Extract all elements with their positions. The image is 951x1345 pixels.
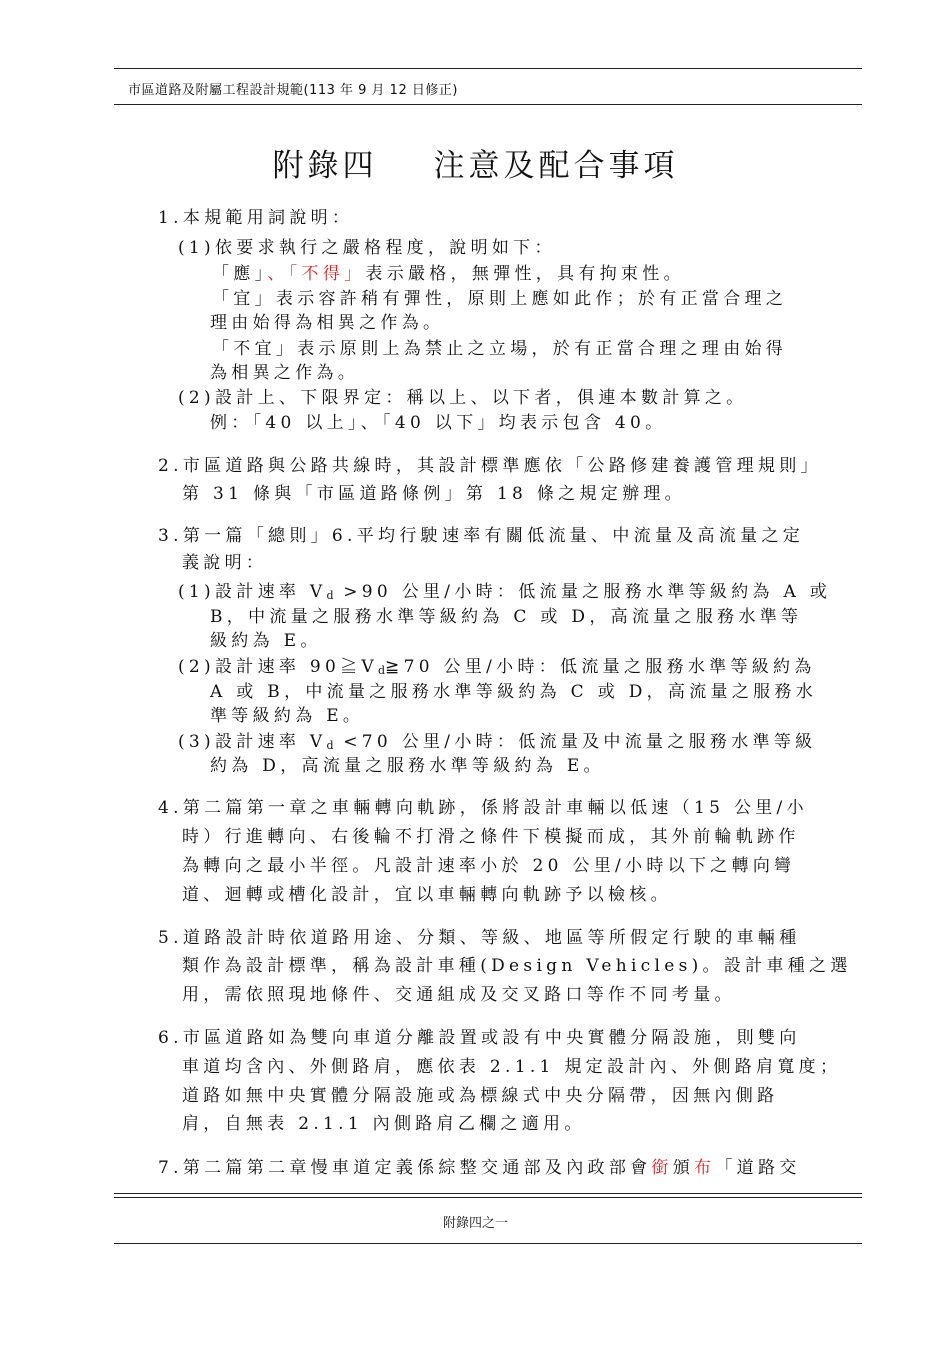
item-2-line-2: 第 31 條與「市區道路條例」第 18 條之規定辦理。	[182, 484, 686, 504]
header-rule-top	[114, 68, 862, 69]
subscript: d	[326, 739, 334, 752]
text-red: 銜	[651, 1158, 673, 1178]
header-rule-bottom	[114, 104, 862, 105]
item-2-line-1: 2.市區道路與公路共線時，其設計標準應依「公路修建養護管理規則」	[158, 456, 822, 476]
item-1-1-c1: 「不宜」表示原則上為禁止之立場，於有正當合理之理由始得	[212, 339, 788, 359]
item-3-1-line-1	[178, 577, 831, 602]
running-header: 市區道路及附屬工程設計規範(113 年 9 月 12 日修正)	[128, 83, 458, 98]
item-5-line-1: 5.道路設計時依道路用途、分類、等級、地區等所假定行駛的車輛種	[158, 928, 801, 948]
item-4-line-4: 道、迴轉或槽化設計，宜以車輛轉向軌跡予以檢核。	[182, 885, 672, 905]
item-1-2-example: 例：「40 以上」、「40 以下」均表示包含 40。	[210, 413, 667, 433]
item-1-1-a	[212, 259, 685, 284]
item-3-1-line-2: B，中流量之服務水準等級約為 C 或 D，高流量之服務水準等	[210, 607, 803, 627]
footer-rule-top-2	[114, 1197, 862, 1198]
item-1-1-b1: 「宜」表示容許稍有彈性，原則上應如此作；於有正當合理之	[212, 289, 788, 309]
item-4-line-1: 4.第二篇第一章之車輛轉向軌跡，係將設計車輛以低速（15 公里/小	[158, 798, 808, 818]
item-6-line-3: 道路如無中央實體分隔設施或為標線式中央分隔帶，因無內側路	[182, 1086, 779, 1106]
footer-rule-top	[114, 1193, 862, 1194]
page-title	[0, 140, 951, 185]
item-1-1-c2: 為相異之作為。	[210, 363, 360, 383]
item-3-line-1: 3.第一篇「總則」6.平均行駛速率有關低流量、中流量及高流量之定	[158, 526, 805, 546]
title-appendix: 附錄四	[272, 148, 378, 184]
page-number: 附錄四之一	[442, 1216, 508, 1231]
text-part: (2)設計速率 90≧V	[178, 657, 378, 677]
item-3-2-line-1	[178, 652, 816, 677]
text-red: 布	[694, 1158, 716, 1178]
item-4-line-2: 時）行進轉向、右後輪不打滑之條件下模擬而成，其外前輪軌跡作	[182, 827, 800, 847]
item-5-line-2: 類作為設計標準，稱為設計車種(Design Vehicles)。設計車種之選	[182, 956, 852, 976]
term-bude-red: 、「不得」	[267, 264, 366, 284]
item-1-1: (1)依要求執行之嚴格程度，說明如下：	[178, 238, 556, 258]
item-1: 1.本規範用詞說明：	[158, 208, 354, 228]
text-part: 頒	[672, 1158, 695, 1178]
text-part: <70 公里/小時：低流量及中流量之服務水準等級	[333, 732, 817, 752]
subscript: d	[378, 664, 386, 677]
text-part: (3)設計速率 V	[178, 732, 327, 752]
item-5-line-3: 用，需依照現地條件、交通組成及交叉路口等作不同考量。	[182, 985, 736, 1005]
term-desc: 表示嚴格，無彈性，具有拘束性。	[365, 264, 685, 284]
item-3-3-line-1	[178, 727, 816, 752]
item-1-1-b2: 理由始得為相異之作為。	[210, 313, 445, 333]
text-part: >90 公里/小時：低流量之服務水準等級約為 A 或	[333, 582, 832, 602]
item-6-line-1: 6.市區道路如為雙向車道分離設置或設有中央實體分隔設施，則雙向	[158, 1028, 801, 1048]
subscript: d	[326, 589, 334, 602]
footer-rule-bottom	[114, 1243, 862, 1244]
text-part: 7.第二篇第二章慢車道定義係綜整交通部及內政部會	[158, 1158, 652, 1178]
text-part: (1)設計速率 V	[178, 582, 327, 602]
item-3-3-line-2: 約為 D，高流量之服務水準等級約為 E。	[210, 756, 605, 776]
item-3-1-line-3: 級約為 E。	[210, 631, 322, 651]
text-part: 「道路交	[715, 1158, 801, 1178]
item-4-line-3: 為轉向之最小半徑。凡設計速率小於 20 公里/小時以下之轉向彎	[182, 856, 796, 876]
item-7-line-1	[158, 1153, 801, 1178]
item-6-line-2: 車道均含內、外側路肩，應依表 2.1.1 規定設計內、外側路肩寬度；	[182, 1057, 842, 1077]
title-subject: 注意及配合事項	[433, 148, 679, 184]
item-1-2: (2)設計上、下限界定：稱以上、以下者，俱連本數計算之。	[178, 388, 748, 408]
text-part: ≧70 公里/小時：低流量之服務水準等級約為	[385, 657, 816, 677]
item-3-2-line-2: A 或 B，中流量之服務水準等級約為 C 或 D，高流量之服務水	[210, 682, 818, 702]
item-3-2-line-3: 準等級約為 E。	[210, 706, 365, 726]
item-6-line-4: 肩，自無表 2.1.1 內側路肩乙欄之適用。	[182, 1114, 586, 1134]
item-3-line-2: 義說明：	[182, 553, 268, 573]
term-ying: 「應」	[212, 264, 268, 284]
